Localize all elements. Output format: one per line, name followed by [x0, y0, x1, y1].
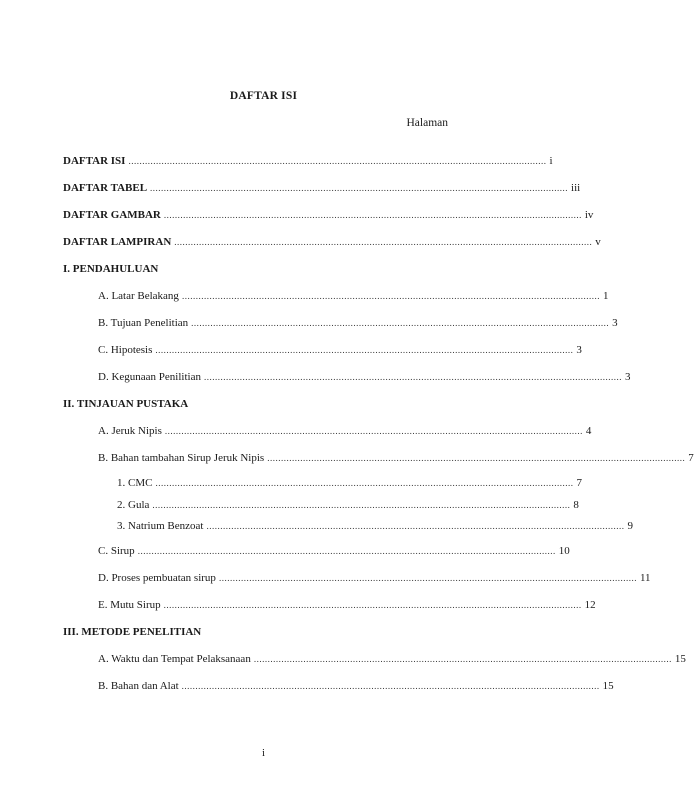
toc-entry-label: E. Mutu Sirup [98, 599, 161, 611]
toc-entry-label: B. Bahan dan Alat [98, 680, 179, 692]
toc-entry-label: 1. CMC [117, 477, 153, 489]
toc-entry-label: DAFTAR GAMBAR [63, 209, 161, 221]
toc-entry-label: D. Kegunaan Penilitian [98, 371, 201, 383]
leader-dots: ........................................................................................................................................................ [206, 521, 625, 531]
toc-entry-proses-pembuatan [98, 571, 651, 585]
leader-dots: ........................................................................................................................................................ [152, 500, 571, 510]
toc-entry-label: A. Latar Belakang [98, 290, 179, 302]
toc-entry-label: DAFTAR ISI [63, 155, 126, 167]
toc-chapter-tinjauan-pustaka [63, 397, 438, 411]
toc-entry-daftar-lampiran [63, 235, 601, 249]
toc-entry-sirup [98, 544, 570, 558]
page-title: DAFTAR ISI [229, 90, 298, 102]
toc-entry-label: B. Bahan tambahan Sirup Jeruk Nipis [98, 452, 265, 464]
toc-entry-page: iv [584, 209, 594, 221]
toc-entry-label: DAFTAR LAMPIRAN [63, 236, 172, 248]
toc-entry-page: 4 [585, 425, 592, 437]
leader-dots: ........................................................................................................................................................ [163, 210, 582, 220]
toc-entry-daftar-isi [63, 154, 553, 168]
leader-dots: ........................................................................................................................................................ [203, 372, 622, 382]
leader-dots: ........................................................................................................................................................ [267, 453, 686, 463]
toc-entry-page: 1 [602, 290, 609, 302]
page-number: i [261, 747, 266, 759]
leader-dots: ........................................................................................................................................................ [218, 573, 637, 583]
toc-entry-label: C. Hipotesis [98, 344, 153, 356]
leader-dots: ........................................................................................................................................................ [174, 237, 593, 247]
toc-entry-natrium-benzoat [117, 519, 633, 533]
toc-entry-jeruk-nipis [98, 424, 592, 438]
toc-entry-page: 9 [627, 520, 633, 532]
toc-entry-label: D. Proses pembuatan sirup [98, 572, 216, 584]
toc-entry-tujuan-penelitian [98, 316, 618, 330]
toc-entry-bahan-alat [98, 679, 614, 693]
toc-entry-page: 10 [558, 545, 570, 557]
halaman-header: Halaman [406, 117, 448, 129]
leader-dots: ........................................................................................................................................................ [128, 156, 547, 166]
toc-entry-page: 15 [674, 653, 686, 665]
toc-entry-label: 3. Natrium Benzoat [117, 520, 204, 532]
toc-entry-label: C. Sirup [98, 545, 135, 557]
toc-entry-page: 11 [639, 572, 651, 584]
leader-dots: ........................................................................................................................................................ [163, 600, 582, 610]
chapter-heading: I. PENDAHULUAN [63, 263, 159, 275]
toc-entry-hipotesis [98, 343, 582, 357]
toc-entry-kegunaan-penilitian [98, 370, 631, 384]
toc-entry-daftar-tabel [63, 181, 581, 195]
toc-entry-page: 7 [688, 452, 694, 464]
chapter-heading: II. TINJAUAN PUSTAKA [63, 398, 189, 410]
toc-chapter-metode-penelitian [63, 625, 438, 639]
leader-dots: ........................................................................................................................................................ [181, 291, 600, 301]
toc-entry-cmc [117, 476, 582, 490]
toc-entry-label: 2. Gula [117, 499, 150, 511]
toc-entry-page: v [595, 236, 601, 248]
toc-entry-label: A. Waktu dan Tempat Pelaksanaan [98, 653, 251, 665]
toc-entry-label: B. Tujuan Penelitian [98, 317, 189, 329]
toc-entry-page: 3 [612, 317, 618, 329]
leader-dots: ........................................................................................................................................................ [155, 345, 574, 355]
toc-entry-daftar-gambar [63, 208, 594, 222]
toc-entry-page: 8 [573, 499, 579, 511]
toc-entry-page: 15 [602, 680, 614, 692]
toc-entry-label: DAFTAR TABEL [63, 182, 148, 194]
leader-dots: ........................................................................................................................................................ [164, 426, 583, 436]
toc-entry-bahan-tambahan [98, 451, 694, 465]
toc-entry-latar-belakang [98, 289, 609, 303]
toc-entry-page: 12 [584, 599, 596, 611]
toc-entry-gula [117, 498, 579, 512]
chapter-heading: III. METODE PENELITIAN [63, 626, 202, 638]
toc-entry-page: 3 [624, 371, 631, 383]
leader-dots: ........................................................................................................................................................ [155, 478, 574, 488]
toc-entry-label: A. Jeruk Nipis [98, 425, 162, 437]
toc-entry-mutu-sirup [98, 598, 596, 612]
toc-entry-page: 3 [576, 344, 582, 356]
leader-dots: ........................................................................................................................................................ [253, 654, 672, 664]
toc-chapter-pendahuluan [63, 262, 438, 276]
toc-entry-page: iii [571, 182, 581, 194]
leader-dots: ........................................................................................................................................................ [150, 183, 569, 193]
toc-entry-waktu-tempat [98, 652, 686, 666]
leader-dots: ........................................................................................................................................................ [137, 546, 556, 556]
toc-entry-page: i [549, 155, 553, 167]
leader-dots: ........................................................................................................................................................ [181, 681, 600, 691]
toc-entry-page: 7 [576, 477, 582, 489]
leader-dots: ........................................................................................................................................................ [191, 318, 610, 328]
